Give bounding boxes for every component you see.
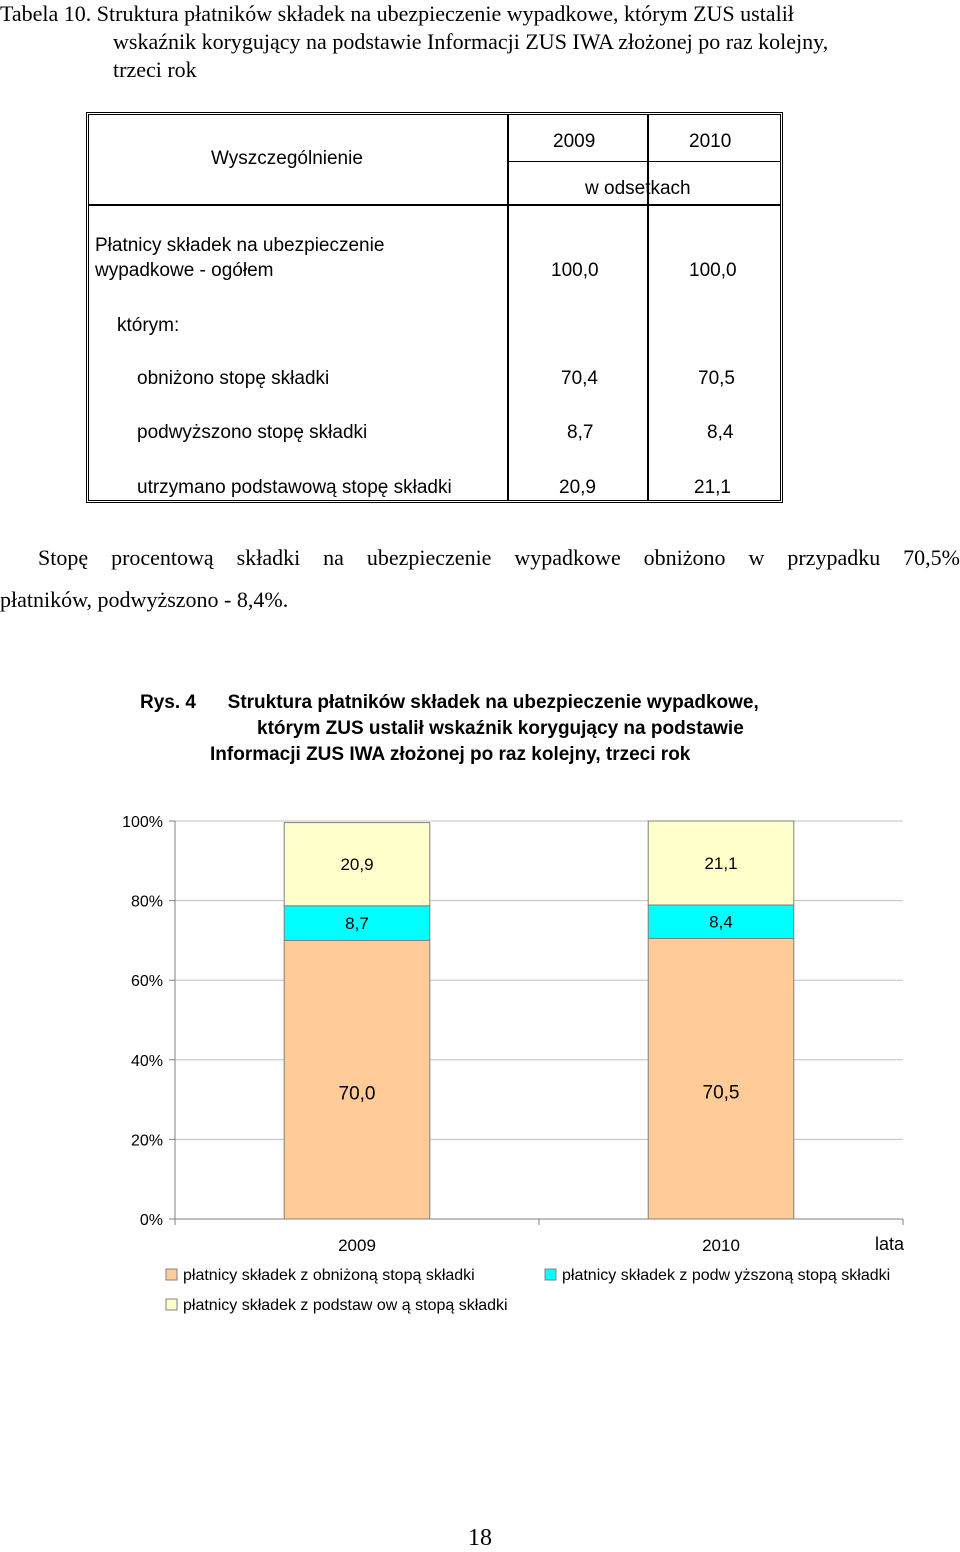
table-total-2009: 100,0	[551, 260, 599, 281]
figure-title-line3: Informacji ZUS IWA złożonej po raz kolejny, trzeci rok	[210, 744, 691, 765]
data-label: 21,1	[704, 853, 738, 873]
table-row-label: obniżono stopę składki	[137, 368, 330, 389]
table-year-2009: 2009	[553, 131, 596, 152]
data-label: 70,0	[338, 1083, 376, 1105]
table-row-value-2009: 70,4	[561, 368, 598, 389]
table-of-which-label: którym:	[117, 315, 180, 336]
table-col-divider	[647, 115, 649, 500]
table-row-label: podwyższono stopę składki	[137, 422, 368, 443]
stacked-bar-chart	[0, 790, 960, 1330]
body-paragraph	[0, 537, 960, 621]
x-category-label: 2009	[338, 1236, 376, 1255]
table-row-value-2009: 20,9	[559, 477, 596, 498]
table-header-divider	[89, 204, 780, 206]
y-tick-label: 80%	[130, 893, 163, 911]
y-tick-label: 100%	[122, 814, 163, 831]
table-total-2010: 100,0	[689, 260, 737, 281]
y-tick-label: 0%	[139, 1212, 163, 1229]
y-tick-label: 40%	[130, 1052, 163, 1070]
legend-label: płatnicy składek z podstaw ow ą stopą składki	[183, 1297, 508, 1314]
table-total-label-line2: wypadkowe - ogółem	[95, 260, 274, 281]
data-label: 20,9	[340, 855, 374, 875]
legend-swatch	[166, 1299, 177, 1310]
bar-segment	[648, 938, 794, 1219]
data-table	[86, 112, 783, 503]
table-caption-line3: trzeci rok	[113, 57, 197, 82]
paragraph-line2: płatników, podwyższono - 8,4%.	[0, 587, 289, 612]
table-col-divider	[507, 115, 509, 500]
data-label: 70,5	[702, 1082, 740, 1104]
table-row-label: utrzymano podstawową stopę składki	[137, 477, 452, 498]
y-tick-label: 20%	[130, 1132, 163, 1150]
table-caption	[0, 0, 955, 84]
page-number: 18	[468, 1525, 492, 1551]
figure-title-line2: którym ZUS ustalił wskaźnik korygujący na podstawie	[257, 718, 744, 739]
data-label: 8,7	[345, 914, 369, 934]
bar-segment	[284, 940, 430, 1219]
table-row-value-2010: 8,4	[707, 422, 734, 443]
y-tick-label: 60%	[130, 973, 163, 991]
data-label: 8,4	[709, 912, 733, 932]
table-caption-line1: Tabela 10. Struktura płatników składek na ubezpieczenie wypadkowe, którym ZUS ustalił	[0, 1, 794, 26]
table-unit: w odsetkach	[585, 178, 691, 199]
table-total-label-line1: Płatnicy składek na ubezpieczenie	[95, 235, 385, 256]
table-year-2010: 2010	[689, 131, 732, 152]
table-caption-line2: wskaźnik korygujący na podstawie Informacji ZUS IWA złożonej po raz kolejny,	[113, 29, 829, 54]
legend-swatch	[545, 1269, 556, 1280]
figure-title-line1: Rys. 4 Struktura płatników składek na ubezpieczenie wypadkowe,	[140, 692, 759, 713]
legend-label: płatnicy składek z podw yższoną stopą składki	[562, 1267, 891, 1284]
paragraph-line1: Stopę procentową składki na ubezpieczenie wypadkowe obniżono w przypadku 70,5%	[38, 545, 960, 570]
legend-label: płatnicy składek z obniżoną stopą składki	[183, 1267, 475, 1284]
x-category-label: 2010	[702, 1236, 740, 1255]
table-row-value-2010: 21,1	[694, 477, 731, 498]
table-row-value-2010: 70,5	[698, 368, 735, 389]
legend-swatch	[166, 1269, 177, 1280]
table-row-divider	[507, 161, 780, 162]
table-row-value-2009: 8,7	[567, 422, 594, 443]
x-axis-label: lata	[874, 1234, 904, 1254]
table-header-label: Wyszczególnienie	[211, 148, 363, 169]
